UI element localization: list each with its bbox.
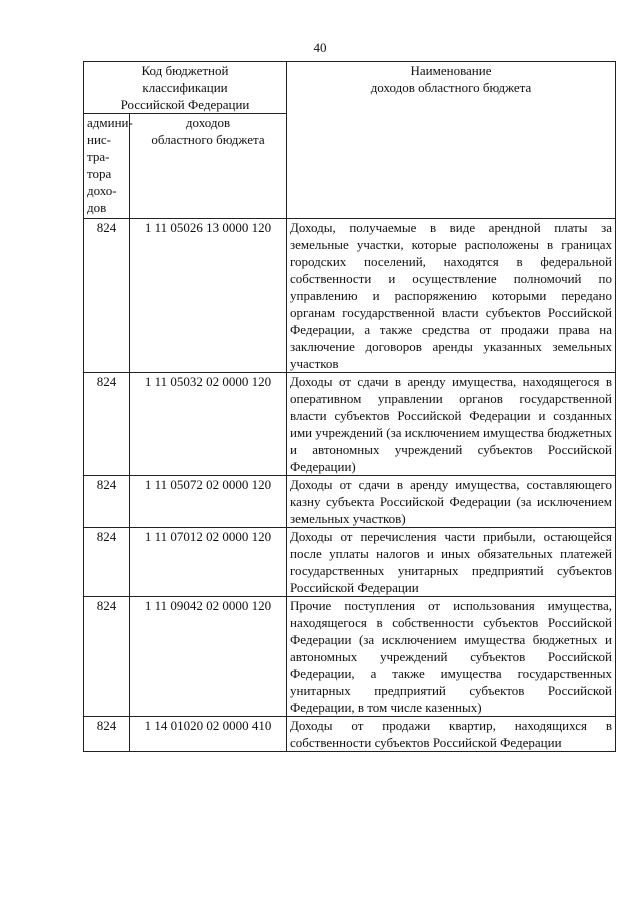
table-row bbox=[84, 219, 616, 373]
header-budget-classification-code: Код бюджетной классификации Российской Федерации bbox=[84, 62, 287, 114]
page-number: 40 bbox=[313, 40, 327, 55]
income-code-cell: 1 11 07012 02 0000 120 bbox=[130, 528, 287, 597]
admin-code-cell: 824 bbox=[84, 373, 130, 476]
header-administrator: админи- нис- тра- тора дохо- дов bbox=[84, 114, 130, 219]
admin-code-cell: 824 bbox=[84, 219, 130, 373]
budget-classification-table bbox=[83, 61, 616, 752]
header-row-top bbox=[84, 62, 616, 114]
table-row bbox=[84, 597, 616, 717]
income-name-cell: Доходы, получаемые в виде арендной платы за земельные участки, которые расположены в границах городских поселений, находятся в федеральной собственности и осуществление полномочий по управлению и распоряжению которыми передано органам государственной власти субъектов Российской Федерации, а также средства от продажи права на заключение договоров аренды указанных земельных участков bbox=[287, 219, 616, 373]
income-code-cell: 1 14 01020 02 0000 410 bbox=[130, 717, 287, 752]
income-name-cell: Доходы от перечисления части прибыли, остающейся после уплаты налогов и иных обязательных платежей государственных унитарных предприятий субъектов Российской Федерации bbox=[287, 528, 616, 597]
table-row bbox=[84, 528, 616, 597]
admin-code-cell: 824 bbox=[84, 528, 130, 597]
admin-code-cell: 824 bbox=[84, 717, 130, 752]
income-code-cell: 1 11 05026 13 0000 120 bbox=[130, 219, 287, 373]
table-row bbox=[84, 476, 616, 528]
admin-code-cell: 824 bbox=[84, 597, 130, 717]
income-name-cell: Доходы от сдачи в аренду имущества, находящегося в оперативном управлении органов государственной власти субъектов Российской Федерации и созданных ими учреждений (за исключением имущества бюджетных и автономных учреждений субъектов Российской Федерации) bbox=[287, 373, 616, 476]
income-code-cell: 1 11 05032 02 0000 120 bbox=[130, 373, 287, 476]
income-name-cell: Доходы от сдачи в аренду имущества, составляющего казну субъекта Российской Федерации (за исключением земельных участков) bbox=[287, 476, 616, 528]
table-row bbox=[84, 373, 616, 476]
header-income-code: доходов областного бюджета bbox=[130, 114, 287, 219]
income-name-cell: Прочие поступления от использования имущества, находящегося в собственности субъектов Российской Федерации (за исключением имущества бюджетных и автономных учреждений субъектов Российской Федерации, а также имущества государственных унитарных предприятий субъектов Российской Федерации, в том числе казенных) bbox=[287, 597, 616, 717]
income-code-cell: 1 11 09042 02 0000 120 bbox=[130, 597, 287, 717]
income-code-cell: 1 11 05072 02 0000 120 bbox=[130, 476, 287, 528]
income-name-cell: Доходы от продажи квартир, находящихся в собственности субъектов Российской Федерации bbox=[287, 717, 616, 752]
table-row bbox=[84, 717, 616, 752]
header-income-name: Наименование доходов областного бюджета bbox=[287, 62, 616, 219]
admin-code-cell: 824 bbox=[84, 476, 130, 528]
